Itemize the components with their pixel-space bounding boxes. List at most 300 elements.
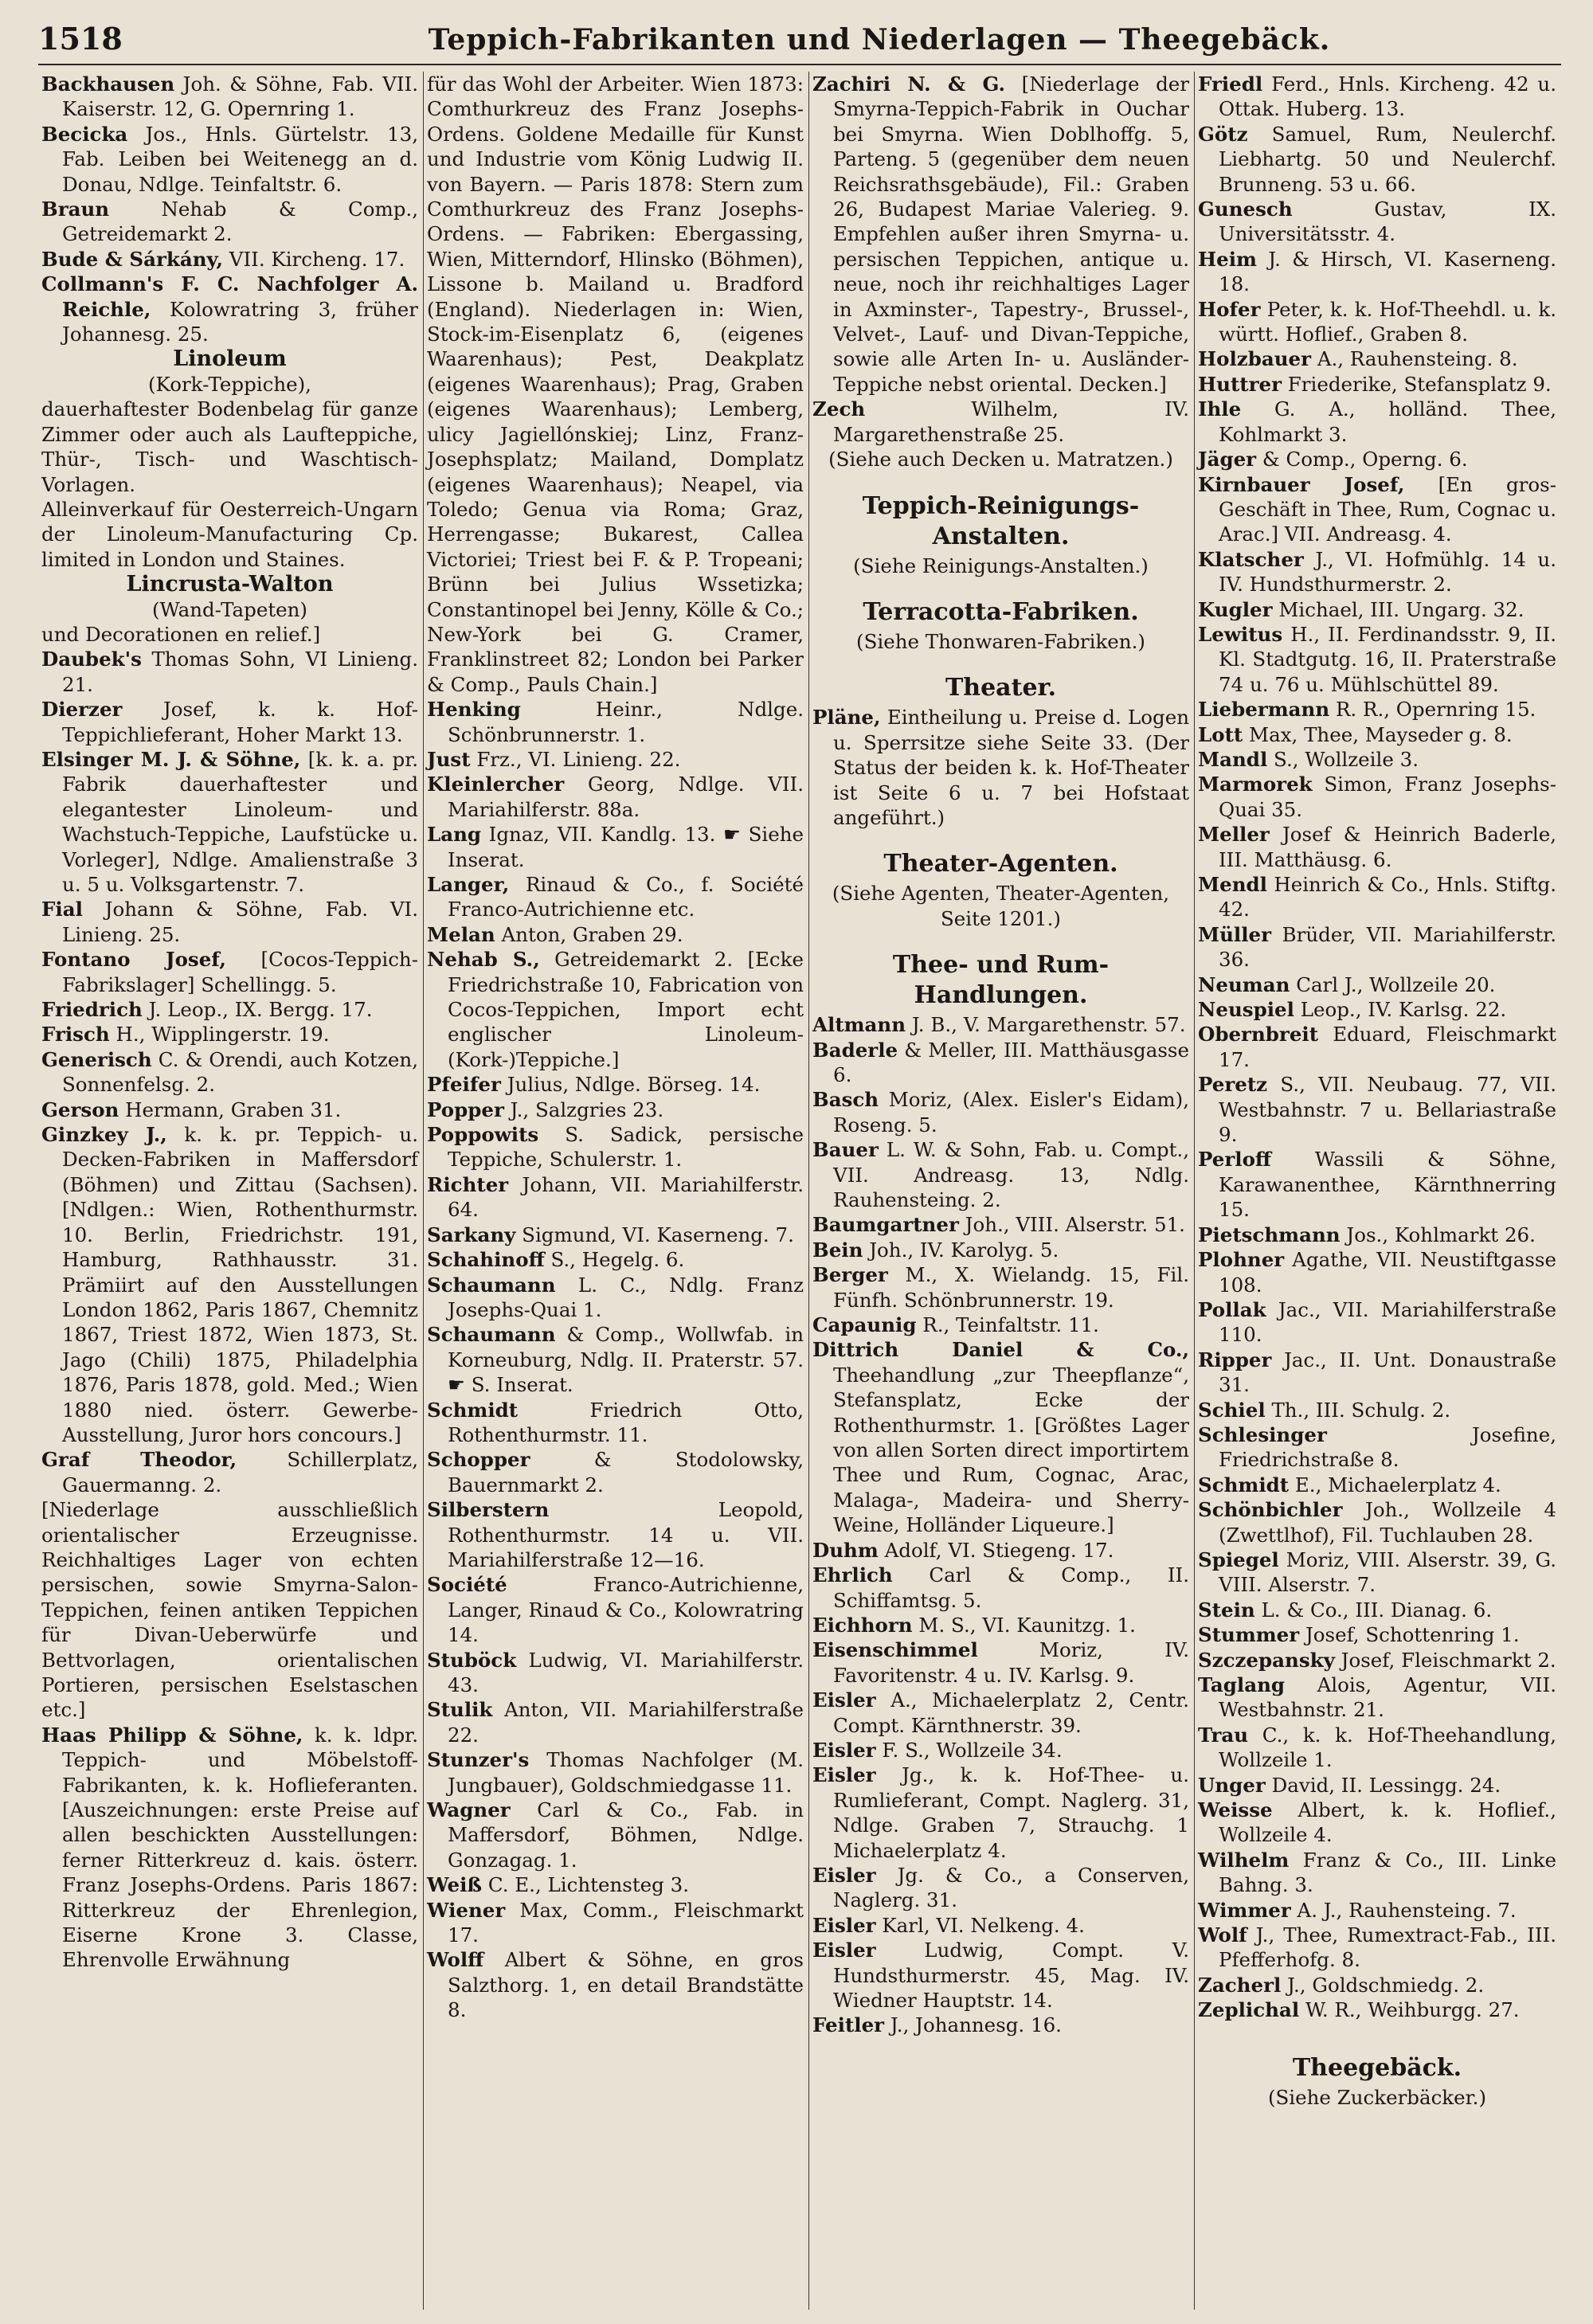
centered-note: (Siehe Reinigungs-Anstalten.) — [853, 554, 1149, 577]
entry-name: Eisler — [812, 1738, 876, 1762]
entry-name: Gunesch — [1198, 198, 1293, 221]
entry-name: Melan — [427, 922, 495, 946]
entry-details: Wilhelm, IV. Margarethenstraße 25. — [833, 397, 1189, 446]
entry-details: Josef, Schottenring 1. — [1305, 1623, 1520, 1647]
entry-name: Schiel — [1198, 1398, 1266, 1422]
entry-details: R. R., Opernring 15. — [1335, 698, 1536, 722]
entry-details: Joh., IV. Karolyg. 5. — [869, 1238, 1059, 1262]
directory-entry — [1198, 622, 1556, 697]
entry-details: Schillerplatz, Gauermanng. 2. — [62, 1448, 418, 1497]
entry-details: & Stodolowsky, Bauernmarkt 2. — [448, 1448, 804, 1497]
entry-details: Rinaud & Co., f. Société Franco-Autrichienne etc. — [448, 873, 804, 921]
entry-name: Weiß — [427, 1873, 483, 1897]
entry-details: M., X. Wielandg. 15, Fil. Fünfh. Schönbrunnerstr. 19. — [833, 1263, 1189, 1312]
entry-details: Jg., k. k. Hof-Thee- u. Rumlieferant, Compt. Naglerg. 31, Ndlge. Graben 7, Strauchg. 1 Michaelerplatz 4. — [833, 1763, 1189, 1862]
directory-entry — [41, 947, 418, 997]
entry-details: J. Leop., IX. Bergg. 17. — [148, 998, 373, 1022]
entry-details: Johann & Söhne, Fab. VI. Linieng. 25. — [62, 898, 418, 946]
spacer — [1198, 2023, 1556, 2034]
entry-details: Georg, Ndlge. VII. Mariahilferstr. 88a. — [448, 773, 804, 821]
entry-name: Stuböck — [427, 1648, 517, 1672]
directory-entry — [41, 1022, 418, 1047]
directory-entry — [812, 1337, 1189, 1537]
entry-name: Basch — [812, 1088, 879, 1112]
directory-entry — [427, 1872, 804, 1897]
directory-entry — [1198, 346, 1556, 371]
entry-name: Ginzkey J., — [41, 1123, 167, 1147]
entry-details: Karl, VI. Nelkeng. 4. — [882, 1913, 1085, 1937]
directory-entry — [1198, 972, 1556, 997]
entry-details: Peter, k. k. Hof-Theehdl. u. k. württ. Hoflief., Graben 8. — [1219, 297, 1556, 346]
directory-entry — [812, 1262, 1189, 1313]
directory-entry — [1198, 747, 1556, 772]
entry-details: & Comp., Operng. 6. — [1262, 448, 1468, 471]
entry-name: Eisler — [812, 1913, 876, 1937]
entry-details: J. B., V. Margarethenstr. 57. — [911, 1013, 1186, 1037]
directory-entry — [812, 1538, 1189, 1563]
entry-details: Thomas Sohn, VI Linieng. 21. — [62, 648, 418, 696]
entry-details: Heinr., Ndlge. Schönbrunnerstr. 1. — [448, 698, 804, 746]
entry-name: Neuman — [1198, 972, 1290, 996]
entry-name: Dittrich Daniel & Co., — [812, 1338, 1189, 1362]
entry-name: Capaunig — [812, 1313, 917, 1337]
directory-entry — [1198, 1497, 1556, 1547]
entry-name: Friedrich — [41, 998, 143, 1022]
entry-details: J., Thee, Rumextract-Fab., III. Pfefferhofg. 8. — [1219, 1923, 1556, 1972]
entry-details: Albert, k. k. Hoflief., Wollzeile 4. — [1219, 1798, 1557, 1847]
entry-details: Leopold, Rothenthurmstr. 14 u. VII. Mariahilferstraße 12—16. — [448, 1498, 804, 1571]
entry-name: Schmidt — [1198, 1473, 1290, 1497]
directory-entry — [1198, 822, 1556, 872]
entry-name: Fontano Josef, — [41, 948, 226, 972]
entry-name: Hofer — [1198, 297, 1261, 321]
directory-entry — [427, 1747, 804, 1798]
entry-details: Moriz, IV. Favoritenstr. 4 u. IV. Karlsg. 9. — [833, 1638, 1189, 1687]
entry-name: Huttrer — [1198, 372, 1282, 396]
running-title: Teppich-Fabrikanten und Niederlagen — Theegebäck. — [428, 23, 1331, 57]
entry-name: Silberstern — [427, 1498, 550, 1522]
directory-entry — [427, 1072, 804, 1097]
entry-name: Szczepansky — [1198, 1648, 1335, 1672]
entry-details: Nehab & Comp., Getreidemarkt 2. — [62, 198, 418, 246]
directory-entry — [1198, 472, 1556, 547]
entry-details: Michael, III. Ungarg. 32. — [1278, 597, 1525, 621]
directory-entry — [41, 122, 418, 197]
entry-name: Schlesinger — [1198, 1422, 1327, 1446]
entry-name: Pläne, — [812, 706, 881, 730]
entry-details: Anton, Graben 29. — [501, 922, 683, 946]
centered-note: (Siehe Thonwaren-Fabriken.) — [856, 629, 1145, 653]
directory-entry — [427, 697, 804, 747]
entry-details: [Niederlage der Smyrna-Teppich-Fabrik in Ouchar bei Smyrna. Wien Doblhoffg. 5, Parteng. 5 (gegenüber dem neuen Reichsrathsgebäude), Fil.: Graben 26, Budapest Mariae Valerieg. 9. Empfehlen außer ihren Smyrna- u. persischen Teppichen, antique u. neue, noch ihr reichhaltiges Lager in Axminster-, Tapestry-, Brussel-, Velvet-, Lauf- und Divan-Teppiche, sowie alle Arten In- u. Ausländer-Teppiche nebst oriental. Decken.] — [833, 72, 1190, 396]
entry-details: A., Rauhensteing. 8. — [1317, 347, 1518, 371]
entry-details: Moriz, (Alex. Eisler's Eidam), Roseng. 5. — [833, 1088, 1189, 1137]
directory-entry — [41, 747, 418, 897]
directory-entry — [1198, 247, 1556, 297]
entry-details: Joh., Wollzeile 4 (Zwettlhof), Fil. Tuchlauben 28. — [1219, 1498, 1556, 1547]
entry-name: Müller — [1198, 922, 1272, 946]
centered-note: (Siehe auch Decken u. Matratzen.) — [828, 448, 1173, 471]
directory-entry — [41, 397, 418, 497]
column-2 — [424, 72, 809, 2310]
entry-details: VII. Kircheng. 17. — [229, 247, 405, 271]
directory-entry — [812, 1313, 1189, 1337]
entry-details: Max, Comm., Fleischmarkt 17. — [448, 1898, 804, 1947]
directory-entry — [1198, 997, 1556, 1022]
entry-name: Stunzer's — [427, 1748, 530, 1772]
spacer — [812, 578, 1189, 589]
entry-details: Josef, Fleischmarkt 2. — [1341, 1648, 1556, 1672]
entry-name: Poppowits — [427, 1123, 539, 1147]
directory-entry — [812, 1238, 1189, 1262]
entry-details: Josefine, Friedrichstraße 8. — [1219, 1422, 1556, 1472]
entry-details: Jac., II. Unt. Donaustraße 31. — [1219, 1348, 1556, 1397]
directory-entry — [812, 1137, 1189, 1212]
directory-entry — [1198, 1923, 1556, 1973]
entry-details: Heinrich & Co., Hnls. Stiftg. 42. — [1219, 873, 1556, 921]
directory-entry — [1198, 1147, 1556, 1222]
entry-name: Popper — [427, 1097, 504, 1121]
entry-details: [Cocos-Teppich-Fabrikslager] Schellingg. 5. — [62, 948, 418, 996]
entry-details: L. & Co., III. Dianag. 6. — [1261, 1598, 1493, 1622]
directory-entry — [41, 197, 418, 247]
entry-details: S. Sadick, persische Teppiche, Schulerstr. 1. — [448, 1123, 804, 1172]
entry-details: dauerhaftester Bodenbelag für ganze Zimmer oder auch als Laufteppiche, Thür-, Tisch- und Waschtisch-Vorlagen. — [41, 397, 418, 496]
entry-name: Liebermann — [1198, 698, 1330, 722]
entry-name: Mandl — [1198, 747, 1268, 771]
entry-details: Alleinverkauf für Oesterreich-Ungarn der Linoleum-Manufacturing Cp. limited in London und Staines. — [41, 497, 418, 571]
entry-name: Pollak — [1198, 1297, 1266, 1321]
entry-details: Ferd., Hnls. Kircheng. 42 u. Ottak. Huberg. 13. — [1219, 72, 1557, 121]
directory-entry — [1198, 1673, 1556, 1723]
entry-details: Ludwig, VI. Mariahilferstr. 43. — [448, 1648, 804, 1696]
entry-details: C., k. k. Hof-Theehandlung, Wollzeile 1. — [1219, 1723, 1556, 1772]
entry-details: Jac., VII. Mariahilferstraße 110. — [1219, 1297, 1556, 1347]
directory-entry — [1198, 372, 1556, 397]
entry-details: Sigmund, VI. Kaserneng. 7. — [522, 1223, 794, 1246]
directory-entry — [1198, 1898, 1556, 1923]
entry-name: Eisenschimmel — [812, 1638, 978, 1662]
directory-entry — [1198, 922, 1556, 972]
entry-details: A., Michaelerplatz 2, Centr. Compt. Kärnthnerstr. 39. — [833, 1688, 1190, 1737]
entry-name: Götz — [1198, 122, 1248, 146]
entry-name: Bude & Sárkány, — [41, 247, 223, 271]
directory-entry — [41, 72, 418, 122]
directory-entry — [427, 1398, 804, 1448]
entry-name: Holzbauer — [1198, 347, 1312, 371]
entry-details: F. S., Wollzeile 34. — [882, 1738, 1063, 1762]
entry-details: Thomas Nachfolger (M. Jungbauer), Goldschmiedgasse 11. — [448, 1748, 804, 1797]
entry-name: Schaumann — [427, 1273, 556, 1297]
entry-name: Schaumann — [427, 1323, 556, 1347]
directory-entry — [427, 1572, 804, 1647]
entry-name: Wolf — [1198, 1923, 1247, 1947]
directory-entry — [1198, 1648, 1556, 1673]
directory-entry — [427, 1322, 804, 1397]
entry-name: Schmidt — [427, 1398, 519, 1422]
entry-details: Hermann, Graben 31. — [125, 1097, 342, 1121]
centered-note: (Siehe Zuckerbäcker.) — [1267, 2085, 1487, 2109]
directory-entry — [812, 1938, 1189, 2013]
entry-name: Gerson — [41, 1097, 119, 1121]
entry-name: Berger — [812, 1263, 888, 1287]
entry-details: Albert & Söhne, en gros Salzthorg. 1, en detail Brandstätte 8. — [448, 1948, 804, 2022]
directory-entry — [1198, 1848, 1556, 1898]
entry-name: Kirnbauer Josef, — [1198, 472, 1405, 496]
entry-name: Graf Theodor, — [41, 1448, 237, 1472]
entry-name: Zachiri N. & G. — [812, 72, 1006, 96]
entry-name: Haas Philipp & Söhne, — [41, 1723, 303, 1747]
entry-name: Schopper — [427, 1448, 530, 1472]
entry-details: J., Johannesg. 16. — [890, 2013, 1062, 2037]
directory-entry — [1198, 72, 1556, 122]
column-1 — [38, 72, 424, 2310]
entry-details: C. E., Lichtensteg 3. — [487, 1873, 690, 1897]
entry-name: Schönbichler — [1198, 1498, 1343, 1522]
directory-entry — [427, 1947, 804, 2022]
entry-details: J. & Hirsch, VI. Kaserneng. 18. — [1219, 247, 1556, 296]
entry-details: Th., III. Schulg. 2. — [1271, 1398, 1451, 1422]
entry-details: M. S., VI. Kaunitzg. 1. — [918, 1613, 1136, 1637]
entry-name: Lang — [427, 823, 482, 847]
directory-entry — [427, 1798, 804, 1872]
entry-details: R., Teinfaltstr. 11. — [922, 1313, 1099, 1337]
column-3 — [809, 72, 1195, 2310]
entry-details: Joh., VIII. Alserstr. 51. — [965, 1213, 1185, 1237]
directory-entry — [1198, 1223, 1556, 1247]
entry-name: Kleinlercher — [427, 773, 565, 796]
entry-name: Becicka — [41, 122, 128, 146]
spacer — [1198, 2034, 1556, 2045]
directory-entry — [812, 1913, 1189, 1938]
entry-name: Lott — [1198, 722, 1243, 746]
entry-name: Société — [427, 1573, 507, 1597]
entry-details: S., Wollzeile 3. — [1274, 747, 1419, 771]
entry-name: Zeplichal — [1198, 1998, 1300, 2022]
entry-details: Frz., VI. Linieng. 22. — [476, 747, 681, 771]
directory-entry — [1198, 197, 1556, 247]
entry-details: W. R., Weihburgg. 27. — [1305, 1998, 1520, 2022]
entry-details: Eintheilung u. Preise d. Logen u. Sperrsitze siehe Seite 33. (Der Status der beiden k. k. Hof-Theater ist Seite 6 u. 7 bei Hofstaat angeführt.) — [833, 706, 1189, 829]
directory-entry — [1198, 122, 1556, 197]
entry-name: Wimmer — [1198, 1898, 1291, 1922]
directory-entry — [812, 397, 1189, 447]
entry-name: Generisch — [41, 1047, 152, 1071]
centered-note: Linoleum — [173, 346, 287, 372]
entry-details: S., VII. Neubaug. 77, VII. Westbahnstr. 7 u. Bellariastraße 9. — [1219, 1073, 1556, 1147]
directory-entry — [427, 1097, 804, 1122]
entry-details: A. J., Rauhensteing. 7. — [1297, 1898, 1517, 1922]
entry-name: Ehrlich — [812, 1563, 893, 1587]
entry-name: Bein — [812, 1238, 863, 1262]
entry-details: David, II. Lessingg. 24. — [1271, 1773, 1501, 1797]
directory-entry — [41, 997, 418, 1022]
directory-entry — [427, 1898, 804, 1948]
entry-details: J., Salzgries 23. — [510, 1097, 664, 1121]
section-heading: Thee- und Rum-Handlungen. — [892, 951, 1110, 1010]
directory-entry — [427, 772, 804, 822]
entry-details: Julius, Ndlge. Börseg. 14. — [507, 1073, 761, 1097]
directory-entry — [41, 1122, 418, 1447]
entry-name: Wilhelm — [1198, 1848, 1290, 1872]
section-heading: Theegebäck. — [1292, 2053, 1462, 2082]
column-4 — [1195, 72, 1561, 2310]
directory-entry — [812, 1038, 1189, 1088]
entry-name: Perloff — [1198, 1148, 1272, 1172]
entry-name: Unger — [1198, 1773, 1266, 1797]
entry-name: Ihle — [1198, 397, 1242, 421]
directory-entry — [1198, 1022, 1556, 1072]
directory-entry — [41, 1497, 418, 1723]
entry-name: Spiegel — [1198, 1547, 1279, 1571]
directory-entry — [1198, 1348, 1556, 1398]
directory-entry — [1198, 1798, 1556, 1848]
directory-entry — [427, 1172, 804, 1223]
directory-entry — [41, 1097, 418, 1122]
entry-details: C. & Orendi, auch Kotzen, Sonnenfelsg. 2. — [62, 1047, 418, 1097]
directory-entry — [1198, 872, 1556, 922]
entry-name: Backhausen — [41, 72, 175, 96]
entry-name: Richter — [427, 1172, 509, 1196]
entry-name: Eisler — [812, 1863, 876, 1887]
directory-entry — [1198, 1297, 1556, 1348]
entry-name: Marmorek — [1198, 773, 1313, 796]
entry-details: [Niederlage ausschließlich orientalischer Erzeugnisse. Reichhaltiges Lager von echten persischen, sowie Smyrna-Salon-Teppichen, feinen antiken Teppichen für Divan-Ueberwürfe und Bettvorlagen, orientalischen Portieren, persischen Eselstaschen etc.] — [41, 1498, 418, 1722]
entry-details: Franz & Co., III. Linke Bahng. 3. — [1219, 1848, 1556, 1897]
directory-entry — [41, 647, 418, 697]
entry-name: Stulik — [427, 1698, 493, 1722]
entry-details: für das Wohl der Arbeiter. Wien 1873: Comthurkreuz des Franz Josephs-Ordens. Goldene Medaille für Kunst und Industrie vom König Ludwig II. von Bayern. — Paris 1878: Stern zum Comthurkreuz des Franz Josephs-Ordens. — Fabriken: Ebergassing, Wien, Mitterndorf, Hlinsko (Böhmen), Lissone b. Mailand u. Bradford (England). Niederlagen in: Wien, Stock-im-Eisenplatz 6, (eigenes Waarenhaus); Pest, Deakplatz (eigenes Waarenhaus); Prag, Graben (eigenes Waarenhaus); Lemberg, ulicy Jagiellónskiej; Linz, Franz-Josephsplatz; Mailand, Domplatz (eigenes Waarenhaus); Neapel, via Toledo; Genua via Roma; Graz, Herrengasse; Bukarest, Callea Victoriei; Triest bei F. & P. Tropeani; Brünn bei Julius Wssetizka; Constantinopel bei Jenny, Kölle & Co.; New-York bei G. Cramer, Franklinstreet 82; London bei Parker & Comp., Pauls Chain.] — [427, 72, 804, 696]
entry-details: Jg. & Co., a Conserven, Naglerg. 31. — [833, 1863, 1190, 1912]
entry-name: Elsinger M. J. & Söhne, — [41, 747, 301, 771]
directory-entry — [427, 1273, 804, 1323]
directory-entry — [812, 1738, 1189, 1763]
entry-details: Max, Thee, Mayseder g. 8. — [1249, 722, 1513, 746]
entry-name: Wolff — [427, 1948, 484, 1972]
entry-name: Meller — [1198, 823, 1270, 847]
entry-name: Eichhorn — [812, 1613, 913, 1637]
centered-note: (Siehe Agenten, Theater-Agenten, Seite 1201.) — [832, 882, 1170, 930]
directory-entry — [1198, 297, 1556, 347]
directory-entry — [41, 897, 418, 947]
entry-name: Plohner — [1198, 1248, 1285, 1272]
entry-name: Pfeifer — [427, 1073, 501, 1097]
directory-entry — [1198, 1398, 1556, 1422]
entry-details: L. W. & Sohn, Fab. u. Compt., VII. Andreasg. 13, Ndlg. Rauhensteing. 2. — [833, 1138, 1189, 1211]
entry-details: [En gros-Geschäft in Thee, Rum, Cognac u. Arac.] VII. Andreasg. 4. — [1219, 472, 1556, 546]
entry-name: Mendl — [1198, 873, 1267, 896]
directory-entry — [41, 1047, 418, 1097]
directory-entry — [812, 1212, 1189, 1237]
directory-entry — [1198, 1247, 1556, 1297]
spacer — [812, 654, 1189, 665]
entry-name: Duhm — [812, 1538, 879, 1562]
directory-entry — [1198, 1473, 1556, 1497]
directory-entry — [812, 1763, 1189, 1863]
entry-details: Leop., IV. Karlsg. 22. — [1300, 998, 1507, 1022]
entry-details: S., Hegelg. 6. — [550, 1248, 685, 1272]
directory-entry — [812, 1637, 1189, 1688]
entry-details: Jos., Kohlmarkt 26. — [1346, 1223, 1536, 1246]
entry-name: Jäger — [1198, 448, 1257, 471]
entry-details: Kolowratring 3, früher Johannesg. 25. — [62, 297, 418, 346]
directory-entry — [1198, 447, 1556, 471]
directory-entry — [1198, 1622, 1556, 1647]
section-heading: Terracotta-Fabriken. — [863, 597, 1139, 626]
entry-details: Franco-Autrichienne, Langer, Rinaud & Co., Kolowratring 14. — [448, 1573, 804, 1647]
directory-entry — [41, 272, 418, 346]
entry-details: Agathe, VII. Neustiftgasse 108. — [1219, 1248, 1556, 1297]
entry-details: Josef & Heinrich Baderle, III. Matthäusg. 6. — [1219, 823, 1556, 871]
directory-entry — [812, 1688, 1189, 1738]
directory-entry — [427, 1497, 804, 1572]
directory-entry — [812, 1863, 1189, 1913]
directory-entry — [812, 1087, 1189, 1137]
directory-entry — [1198, 547, 1556, 597]
entry-details: Brüder, VII. Mariahilferstr. 36. — [1219, 922, 1556, 972]
directory-entry — [427, 922, 804, 947]
entry-name: Eisler — [812, 1763, 876, 1787]
directory-entry — [1198, 772, 1556, 822]
section-heading: Theater. — [945, 674, 1057, 702]
directory-entry — [427, 947, 804, 1072]
directory-entry — [427, 1648, 804, 1698]
entry-details: Gustav, IX. Universitätsstr. 4. — [1219, 198, 1556, 246]
directory-entry — [812, 705, 1189, 830]
entry-name: Friedl — [1198, 72, 1263, 96]
entry-name: Altmann — [812, 1013, 906, 1037]
entry-name: Baderle — [812, 1038, 898, 1062]
entry-details: E., Michaelerplatz 4. — [1294, 1473, 1501, 1497]
spacer — [812, 830, 1189, 841]
entry-name: Collmann's F. C. Nachfolger A. Reichle, — [41, 272, 418, 321]
centered-note: Lincrusta-Walton — [126, 572, 334, 597]
entry-name: Lewitus — [1198, 622, 1283, 646]
entry-details: & Comp., Wollwfab. in Korneuburg, Ndlg. II. Praterstr. 57. ☛ S. Inserat. — [448, 1323, 804, 1397]
entry-name: Klatscher — [1198, 547, 1304, 571]
entry-details: Jos., Hnls. Gürtelstr. 13, Fab. Leiben bei Weitenegg an d. Donau, Ndlge. Teinfaltstr. 6. — [62, 122, 419, 196]
entry-details: H., Wipplingerstr. 19. — [115, 1023, 330, 1047]
entry-name: Wiener — [427, 1898, 506, 1922]
entry-details: Ignaz, VII. Kandlg. 13. ☛ Siehe Inserat. — [448, 823, 804, 871]
section-heading: Teppich-Reinigungs-Anstalten. — [862, 491, 1140, 550]
entry-name: Feitler — [812, 2013, 885, 2037]
entry-details: G. A., holländ. Thee, Kohlmarkt 3. — [1219, 397, 1556, 446]
entry-details: Theehandlung „zur Theepflanze“, Stefansplatz, Ecke der Rothenthurmstr. 1. [Größtes Lager von allen Sorten direct importirtem Thee und Rum, Cognac, Arac, Malaga-, Madeira- und Sherry-Weine, Holländer Liqueure.] — [833, 1363, 1189, 1537]
centered-note: (Kork-Teppiche), — [148, 372, 311, 396]
directory-entry — [41, 697, 418, 747]
entry-details: Friedrich Otto, Rothenthurmstr. 11. — [448, 1398, 804, 1446]
directory-entry — [1198, 722, 1556, 747]
directory-entry — [427, 1122, 804, 1172]
directory-entry — [41, 622, 418, 647]
entry-name: Heim — [1198, 247, 1257, 271]
entry-name: Baumgartner — [812, 1213, 959, 1237]
entry-name: Dierzer — [41, 698, 123, 722]
directory-entry — [1198, 1773, 1556, 1798]
entry-details: Simon, Franz Josephs-Quai 35. — [1219, 773, 1556, 821]
page-header — [38, 21, 1561, 65]
entry-details: Friederike, Stefansplatz 9. — [1287, 372, 1552, 396]
entry-details: Josef, k. k. Hof-Teppichlieferant, Hoher Markt 13. — [62, 698, 418, 746]
directory-entry — [1198, 1422, 1556, 1473]
entry-details: Wassili & Söhne, Karawanenthee, Kärnthnerring 15. — [1219, 1148, 1556, 1222]
spacer — [812, 931, 1189, 942]
entry-name: Wagner — [427, 1798, 511, 1822]
entry-name: Henking — [427, 698, 521, 722]
directory-entry — [427, 822, 804, 872]
entry-details: Alois, Agentur, VII. Westbahnstr. 21. — [1219, 1673, 1556, 1722]
